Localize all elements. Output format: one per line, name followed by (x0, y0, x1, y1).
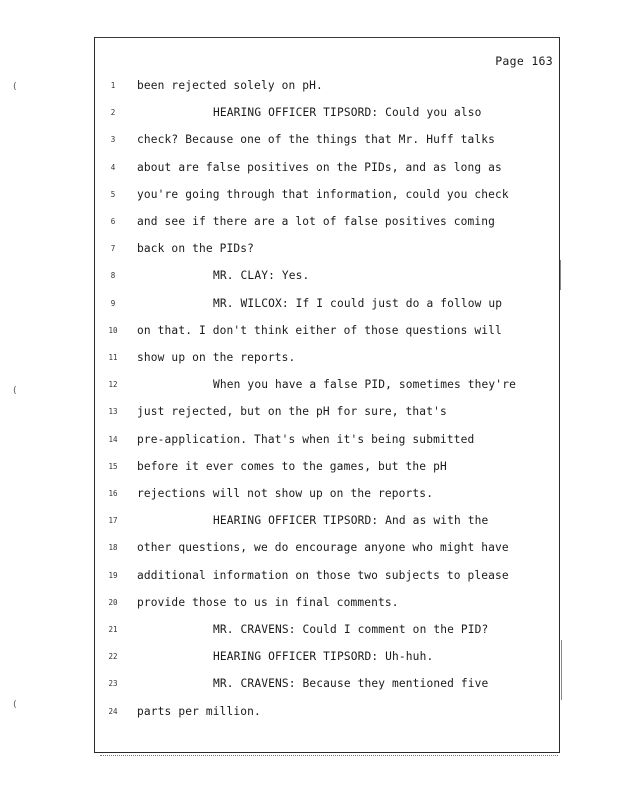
line-text: MR. CRAVENS: Because they mentioned five (213, 677, 489, 691)
line-text: MR. CLAY: Yes. (213, 269, 310, 283)
line-text: before it ever comes to the games, but the pH (137, 459, 447, 473)
line-text: MR. WILCOX: If I could just do a follow up (213, 296, 503, 310)
line-number: 22 (108, 652, 118, 662)
line-text: parts per million. (137, 704, 261, 718)
transcript-page (94, 37, 560, 753)
line-number: 5 (110, 189, 116, 199)
transcript-line (95, 596, 559, 616)
line-number: 4 (110, 162, 116, 172)
transcript-line (95, 351, 559, 371)
transcript-line (95, 242, 559, 262)
margin-mark-top: ( (12, 82, 18, 92)
transcript-line (95, 378, 559, 398)
line-number: 12 (108, 380, 118, 390)
line-number: 19 (108, 570, 118, 580)
line-number: 13 (108, 407, 118, 417)
line-number: 23 (108, 679, 118, 689)
transcript-line (95, 487, 559, 507)
transcript-line (95, 133, 559, 153)
line-text: back on the PIDs? (137, 242, 255, 256)
transcript-line (95, 405, 559, 425)
transcript-line (95, 324, 559, 344)
line-number: 10 (108, 325, 118, 335)
line-text: HEARING OFFICER TIPSORD: Could you also (213, 106, 482, 120)
transcript-line (95, 705, 559, 725)
line-number: 16 (108, 489, 118, 498)
transcript-line (95, 79, 559, 99)
line-number: 7 (110, 244, 116, 254)
line-number: 11 (108, 353, 118, 362)
transcript-line (95, 433, 559, 453)
transcript-line (95, 269, 559, 289)
line-text: additional information on those two subjects to please (137, 568, 509, 582)
line-number: 8 (110, 271, 116, 281)
line-number: 24 (108, 706, 118, 716)
line-number: 2 (110, 108, 116, 118)
scan-artifact-bottom (100, 755, 558, 758)
transcript-line (95, 161, 559, 181)
line-number: 20 (108, 597, 118, 607)
line-number: 15 (108, 461, 118, 471)
line-text: about are false positives on the PIDs, and as long as (137, 160, 502, 174)
line-number: 1 (110, 81, 116, 90)
page-number: Page 163 (495, 54, 553, 68)
transcript-line (95, 541, 559, 561)
scan-artifact-right (560, 260, 561, 290)
transcript-line (95, 106, 559, 126)
transcript-line (95, 623, 559, 643)
line-number: 17 (108, 516, 118, 526)
line-text: HEARING OFFICER TIPSORD: Uh-huh. (213, 650, 434, 664)
transcript-line (95, 514, 559, 534)
line-text: MR. CRAVENS: Could I comment on the PID? (213, 623, 489, 636)
margin-mark-middle: ( (12, 386, 18, 396)
line-number: 21 (108, 625, 118, 634)
line-text: When you have a false PID, sometimes they're (213, 378, 516, 392)
line-text: rejections will not show up on the reports. (137, 487, 434, 500)
transcript-line (95, 650, 559, 670)
line-text: just rejected, but on the pH for sure, that's (137, 405, 447, 419)
line-text: show up on the reports. (137, 351, 296, 364)
line-text: provide those to us in final comments. (137, 595, 399, 609)
line-text: you're going through that information, could you check (137, 187, 509, 201)
transcript-line (95, 677, 559, 697)
line-text: and see if there are a lot of false positives coming (137, 215, 496, 228)
scan-artifact-right-lower (561, 640, 562, 700)
transcript-line (95, 297, 559, 317)
line-number: 9 (110, 298, 116, 308)
line-number: 3 (110, 135, 116, 145)
margin-mark-bottom: ( (12, 700, 18, 710)
transcript-line (95, 188, 559, 208)
transcript-line (95, 460, 559, 480)
line-text: pre-application. That's when it's being submitted (137, 432, 475, 446)
transcript-line (95, 215, 559, 235)
line-text: been rejected solely on pH. (137, 79, 323, 92)
line-text: on that. I don't think either of those questions will (137, 323, 502, 337)
line-text: HEARING OFFICER TIPSORD: And as with the (213, 514, 489, 528)
line-number: 18 (108, 543, 118, 553)
line-text: check? Because one of the things that Mr. Huff talks (137, 133, 496, 147)
line-text: other questions, we do encourage anyone who might have (137, 541, 509, 555)
transcript-line (95, 569, 559, 589)
line-number: 14 (108, 434, 118, 444)
line-number: 6 (110, 217, 116, 226)
